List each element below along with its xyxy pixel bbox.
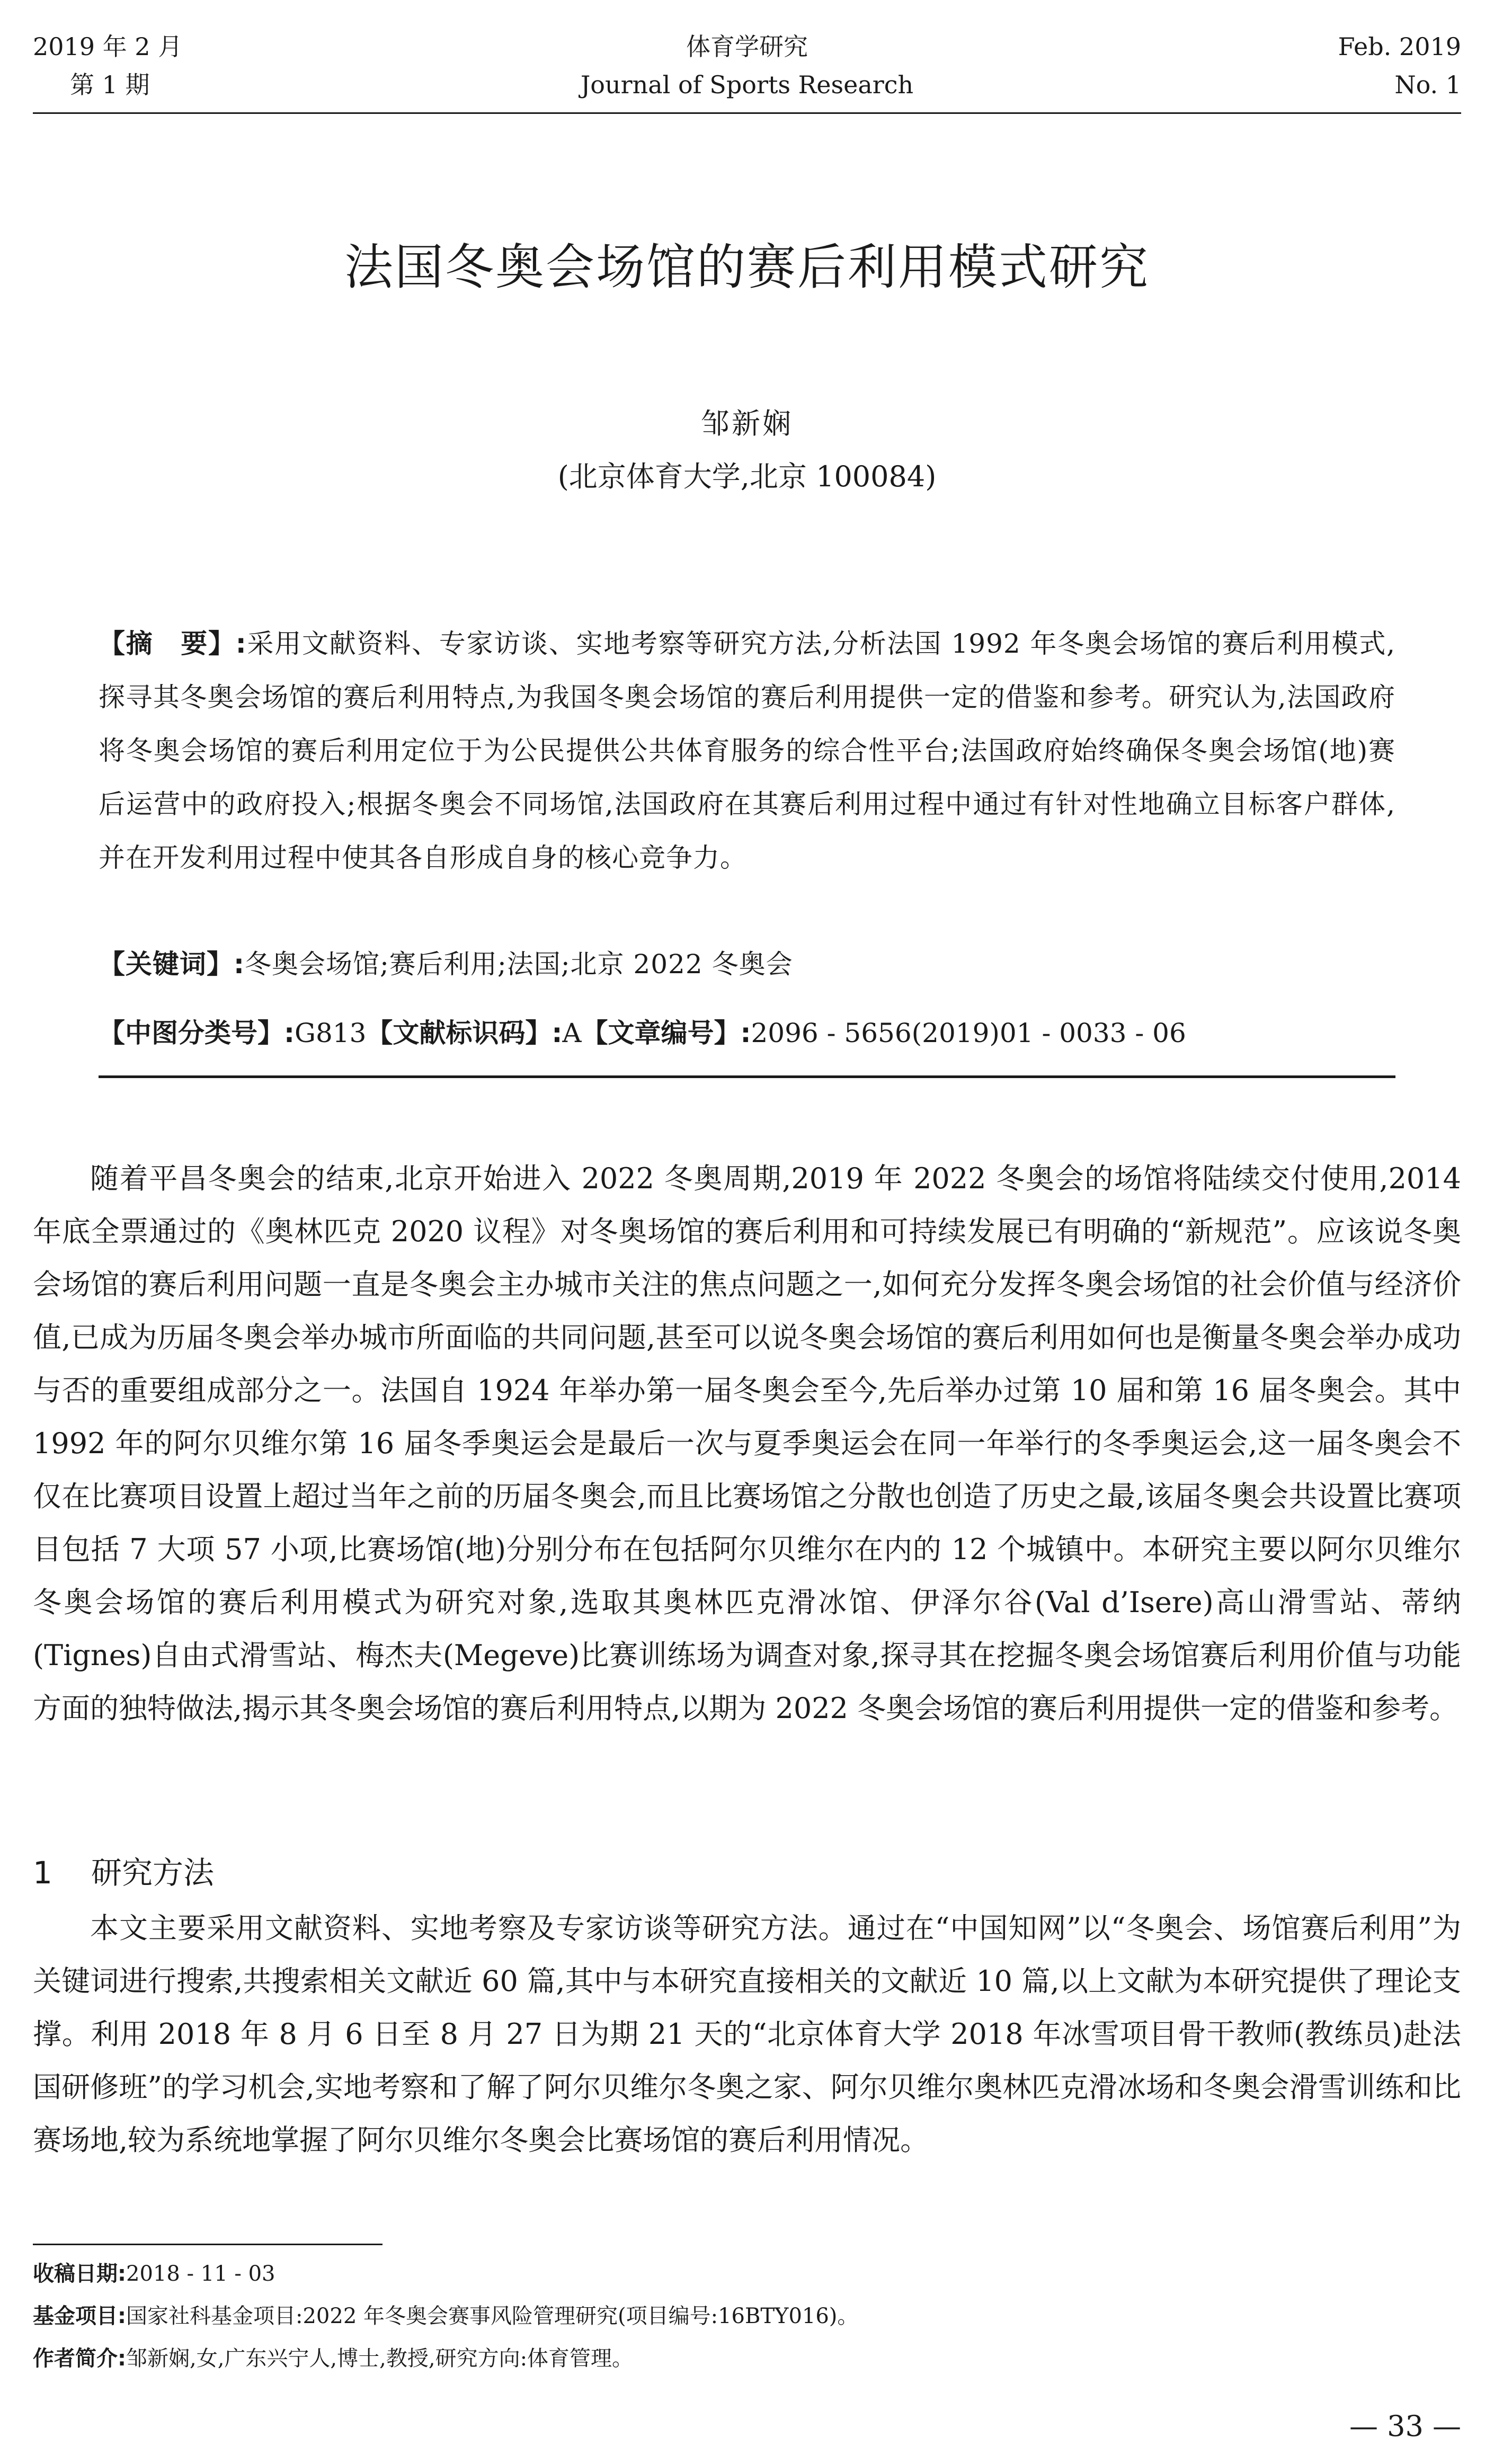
footnote-rule xyxy=(33,2244,383,2245)
journal-name-cn: 体育学研究 xyxy=(686,32,808,61)
fund-value: 国家社科基金项目:2022 年冬奥会赛事风险管理研究(项目编号:16BTY016)。 xyxy=(126,2304,859,2328)
article-author: 邹新娴 xyxy=(701,407,793,440)
header-date-en: Feb. 2019 xyxy=(1338,32,1461,61)
article-number-label: 【文章编号】: xyxy=(581,1018,751,1048)
abstract xyxy=(99,617,1395,885)
abstract-rule xyxy=(99,1075,1395,1078)
classification-line xyxy=(99,1007,1395,1060)
bio-label: 作者简介: xyxy=(33,2346,126,2371)
footnote-received xyxy=(33,2258,1461,2290)
clc-label: 【中图分类号】: xyxy=(99,1018,295,1048)
doc-code-value: A xyxy=(562,1018,582,1048)
article-affiliation: (北京体育大学,北京 100084) xyxy=(557,460,937,493)
bio-value: 邹新娴,女,广东兴宁人,博士,教授,研究方向:体育管理。 xyxy=(126,2346,634,2371)
body-paragraph-methods: 本文主要采用文献资料、实地考察及专家访谈等研究方法。通过在“中国知网”以“冬奥会、场馆赛后利用”为关键词进行搜索,共搜索相关文献近 60 篇,其中与本研究直接相关的文献近 10 篇,以上文献为本研究提供了理论支撑。利用 2018 年 8 月 6 日至 8 月 27 日为期 21 天的“北京体育大学 2018 年冰雪项目骨干教师(教练员)赴法国研修班”的学习机会,实地考察和了解了阿尔贝维尔冬奥之家、阿尔贝维尔奥林匹克滑冰场和冬奥会滑雪训练和比赛场地,较为系统地掌握了阿尔贝维尔冬奥会比赛场馆的赛后利用情况。 xyxy=(33,1911,1461,2157)
received-label: 收稿日期: xyxy=(33,2262,126,2286)
footnote-fund xyxy=(33,2300,1461,2332)
journal-name-en: Journal of Sports Research xyxy=(580,70,914,99)
abstract-text: 采用文献资料、专家访谈、实地考察等研究方法,分析法国 1992 年冬奥会场馆的赛后利用模式,探寻其冬奥会场馆的赛后利用特点,为我国冬奥会场馆的赛后利用提供一定的借鉴和参考。研究认为,法国政府将冬奥会场馆的赛后利用定位于为公民提供公共体育服务的综合性平台;法国政府始终确保冬奥会场馆(地)赛后运营中的政府投入;根据冬奥会不同场馆,法国政府在其赛后利用过程中通过有针对性地确立目标客户群体,并在开发利用过程中使其各自形成自身的核心竞争力。 xyxy=(99,628,1395,873)
section-title: 研究方法 xyxy=(91,1855,215,1891)
header-journal xyxy=(0,28,1494,104)
abstract-label: 【摘 要】: xyxy=(99,628,247,659)
header-issue-en: No. 1 xyxy=(1394,70,1461,99)
footnote-author-bio xyxy=(33,2343,1461,2374)
header-issue: 第 1 期 xyxy=(70,70,150,99)
clc-value: G813 xyxy=(295,1018,367,1048)
doc-code-label: 【文献标识码】: xyxy=(366,1018,563,1048)
body-paragraph-intro: 随着平昌冬奥会的结束,北京开始进入 2022 冬奥周期,2019 年 2022 冬奥会的场馆将陆续交付使用,2014 年底全票通过的《奥林匹克 2020 议程》对冬奥场馆的赛后利用和可持续发展已有明确的“新规范”。应该说冬奥会场馆的赛后利用问题一直是冬奥会主办城市关注的焦点问题之一,如何充分发挥冬奥会场馆的社会价值与经济价值,已成为历届冬奥会举办城市所面临的共同问题,甚至可以说冬奥会场馆的赛后利用如何也是衡量冬奥会举办成功与否的重要组成部分之一。法国自 1924 年举办第一届冬奥会至今,先后举办过第 10 届和第 16 届冬奥会。其中 1992 年的阿尔贝维尔第 16 届冬季奥运会是最后一次与夏季奥运会在同一年举行的冬季奥运会,这一届冬奥会不仅在比赛项目设置上超过当年之前的历届冬奥会,而且比赛场馆之分散也创造了历史之最,该届冬奥会共设置比赛项目包括 7 大项 57 小项,比赛场馆(地)分别分布在包括阿尔贝维尔在内的 12 个城镇中。本研究主要以阿尔贝维尔冬奥会场馆的赛后利用模式为研究对象,选取其奥林匹克滑冰馆、伊泽尔谷(Val d’Isere)高山滑雪站、蒂纳(Tignes)自由式滑雪站、梅杰夫(Megeve)比赛训练场为调查对象,探寻其在挖掘冬奥会场馆赛后利用价值与功能方面的独特做法,揭示其冬奥会场馆的赛后利用特点,以期为 2022 冬奥会场馆的赛后利用提供一定的借鉴和参考。 xyxy=(33,1162,1461,1725)
header-date-issue-en xyxy=(1338,28,1461,104)
fund-label: 基金项目: xyxy=(33,2304,126,2328)
keywords-text: 冬奥会场馆;赛后利用;法国;北京 2022 冬奥会 xyxy=(245,949,793,980)
article-title: 法国冬奥会场馆的赛后利用模式研究 xyxy=(344,239,1150,296)
article-number-value: 2096 - 5656(2019)01 - 0033 - 06 xyxy=(751,1018,1186,1048)
page-number: — 33 — xyxy=(1349,2409,1461,2443)
section-number: 1 xyxy=(33,1855,52,1891)
header-rule xyxy=(33,112,1461,114)
keywords-label: 【关键词】: xyxy=(99,949,245,980)
received-value: 2018 - 11 - 03 xyxy=(126,2262,275,2286)
header-date: 2019 年 2 月 xyxy=(33,32,183,61)
keywords xyxy=(99,938,1395,991)
section-heading xyxy=(33,1846,214,1899)
